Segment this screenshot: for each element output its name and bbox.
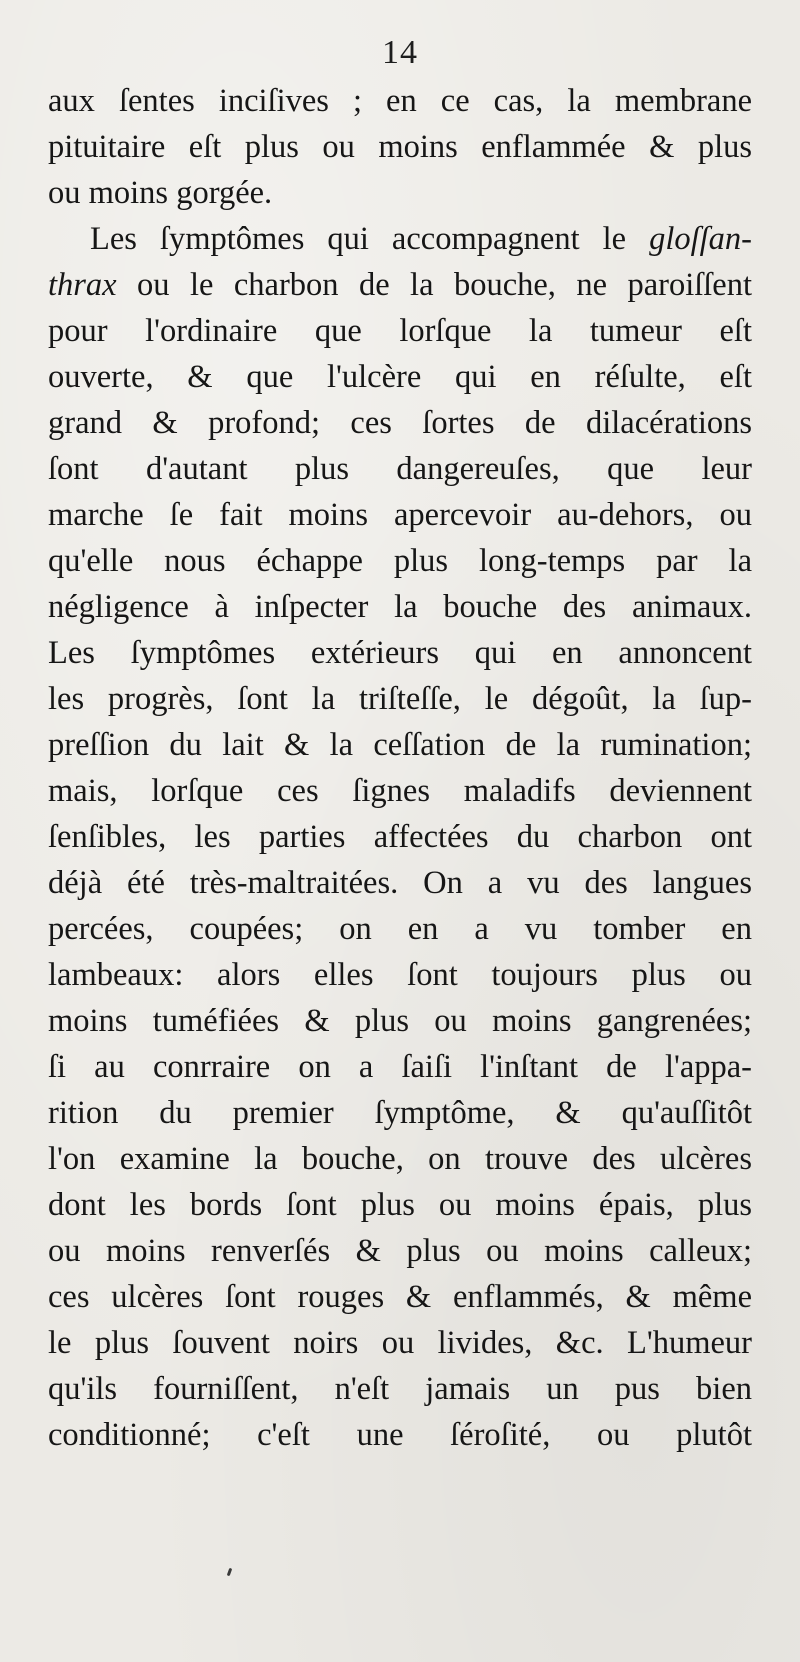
text-line: marche ſe fait moins apercevoir au-dehors, ou — [48, 497, 752, 533]
text-line: preſſion du lait & la ceſſation de la rumination; — [48, 727, 752, 763]
text-line: pituitaire eſt plus ou moins enflammée & plus — [48, 129, 752, 165]
italic-term: thrax — [48, 267, 117, 303]
text-line: dont les bords ſont plus ou moins épais, plus — [48, 1187, 752, 1223]
text-line: aux ſentes inciſives ; en ce cas, la membrane — [48, 83, 752, 119]
text-line: lambeaux: alors elles ſont toujours plus ou — [48, 957, 752, 993]
text-line: conditionné; c'eſt une ſéroſité, ou plutôt — [48, 1417, 752, 1453]
page-number: 14 — [382, 34, 418, 71]
text-line: rition du premier ſymptôme, & qu'auſſitôt — [48, 1095, 752, 1131]
text-line: le plus ſouvent noirs ou livides, &c. L'humeur — [48, 1325, 752, 1361]
text-line: ou moins renverſés & plus ou moins calleux; — [48, 1233, 752, 1269]
text-line: percées, coupées; on en a vu tomber en — [48, 911, 752, 947]
text-line — [48, 216, 752, 262]
text-line — [48, 262, 752, 308]
text-line-prefix: Les ſymptômes qui accompagnent le — [90, 221, 650, 257]
text-line: ſenſibles, les parties affectées du charbon ont — [48, 819, 752, 855]
text-line-rest: ou le charbon de la bouche, ne paroiſſent — [116, 267, 752, 303]
text-line: négligence à inſpecter la bouche des animaux. — [48, 589, 752, 625]
text-line: ces ulcères ſont rouges & enflammés, & même — [48, 1279, 752, 1315]
body-text — [48, 78, 752, 1458]
text-line: Les ſymptômes extérieurs qui en annoncent — [48, 635, 752, 671]
text-line: les progrès, ſont la triſteſſe, le dégoût, la ſup- — [48, 681, 752, 717]
text-line: grand & profond; ces ſortes de dilacérations — [48, 405, 752, 441]
text-line: déjà été très-maltraitées. On a vu des langues — [48, 865, 752, 901]
ink-speck — [227, 1568, 233, 1577]
text-line: moins tuméfiées & plus ou moins gangrenées; — [48, 1003, 752, 1039]
text-line: l'on examine la bouche, on trouve des ulcères — [48, 1141, 752, 1177]
text-line: qu'elle nous échappe plus long-temps par la — [48, 543, 752, 579]
text-line: ſont d'autant plus dangereuſes, que leur — [48, 451, 752, 487]
text-line: pour l'ordinaire que lorſque la tumeur eſt — [48, 313, 752, 349]
text-line: mais, lorſque ces ſignes maladifs deviennent — [48, 773, 752, 809]
text-line: ouverte, & que l'ulcère qui en réſulte, eſt — [48, 359, 752, 395]
text-line: ſi au conrraire on a ſaiſi l'inſtant de l'appa- — [48, 1049, 752, 1085]
text-line: qu'ils fourniſſent, n'eſt jamais un pus bien — [48, 1371, 752, 1407]
italic-term: gloſſan- — [649, 221, 752, 257]
text-line: ou moins gorgée. — [48, 175, 273, 211]
